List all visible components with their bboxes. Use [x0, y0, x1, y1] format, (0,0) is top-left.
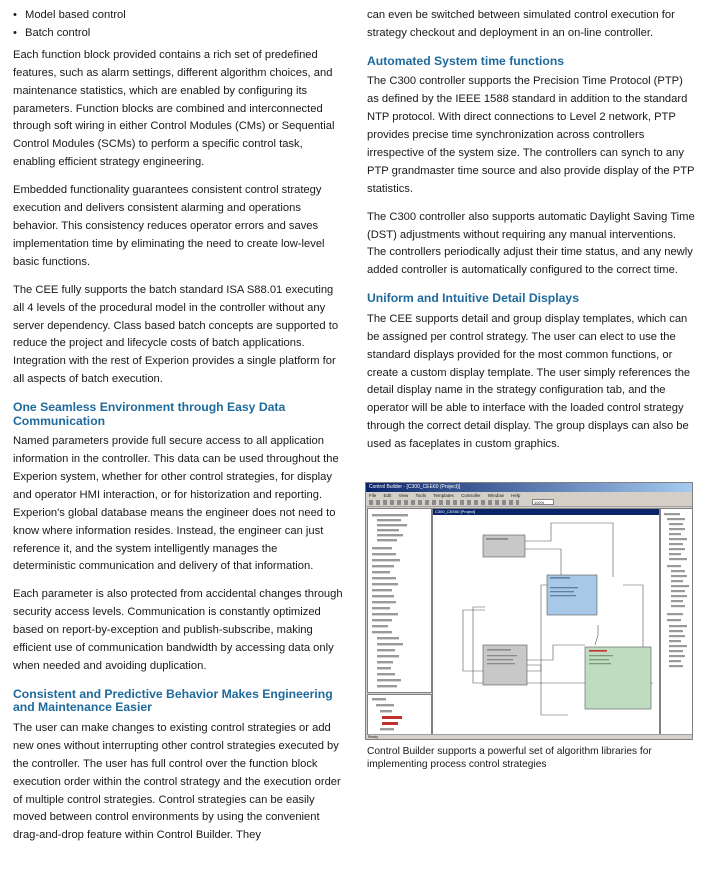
status-bar: Ready	[366, 734, 692, 739]
menu-templates[interactable]: Templates	[433, 493, 454, 498]
paragraph-ptp: The C300 controller supports the Precision Time Protocol (PTP) as defined by the IEEE 1588 standard in addition to the standard NTP protocol. With direct connections to Level 2 network, PTP provides precise time synchronization across controllers irrespective of the system size. The controllers can synch to any PTP grandmaster time source and also provide display of the PTP statistics.	[367, 75, 695, 195]
paragraph-dst: The C300 controller also supports automatic Daylight Saving Time (DST) adjustments without requiring any manual interventions. The controllers periodically adjust their time status, and any newly added controller is automatically configured to the correct time.	[367, 210, 695, 277]
figure-caption: Control Builder supports a powerful set of algorithm libraries for implementing process control strategies	[367, 746, 652, 770]
paragraph-user-changes: The user can make changes to existing control strategies or add new ones without interrupting other control strategies executed by the controller. The user has full control over the function block execution order within the control strategy and the execution order of multiple control strategies. Control strategies can be easily moved between control environments by using the convenient drag-and-drop feature within Control Builder. They	[13, 721, 341, 842]
control-builder-screenshot	[365, 482, 693, 740]
paragraph-display-templates: The CEE supports detail and group display templates, which can be assigned per control strategy. The user can elect to use the standard displays provided for the most common functions, or create a custom display template. The user simply references the detail display name in the strategy configuration tab, and the operator will be able to interface with the loaded control strategy through the correct detail display. The group displays can also be used as faceplates in custom graphics.	[367, 312, 691, 451]
heading-system-time: Automated System time functions	[367, 53, 565, 68]
library-tree-panel[interactable]	[660, 508, 693, 738]
heading-seamless-environment: One Seamless Environment through Easy Data Communication	[13, 400, 286, 428]
project-tree-panel[interactable]	[367, 508, 432, 693]
left-column	[13, 7, 343, 855]
menu-window[interactable]: Window	[487, 493, 504, 498]
bullet-batch-control: • Batch control	[13, 25, 343, 43]
chart-window[interactable]	[432, 508, 660, 738]
chart-window-titlebar: C300_CEE60 [Project]	[433, 509, 659, 515]
monitoring-tree	[368, 695, 431, 737]
heading-detail-displays: Uniform and Intuitive Detail Displays	[367, 291, 579, 306]
menu-help[interactable]: Help	[511, 493, 521, 498]
menu-controller[interactable]: Controller	[461, 493, 481, 498]
menu-view[interactable]: View	[398, 493, 409, 498]
paragraph-simulated-execution: can even be switched between simulated control execution for strategy checkout and deployment in an on-line controller.	[367, 9, 675, 39]
zoom-select[interactable]: 100%	[532, 499, 554, 505]
window-title: Control Builder - [C300_CEE60 (Project)]	[369, 484, 461, 490]
menu-file[interactable]: File	[369, 493, 377, 498]
project-tree	[368, 509, 431, 692]
heading-consistent-behavior: Consistent and Predictive Behavior Makes Engineering and Maintenance Easier	[13, 686, 333, 715]
menu-edit[interactable]: Edit	[383, 493, 392, 498]
window-titlebar	[366, 483, 692, 492]
paragraph-embedded-functionality: Embedded functionality guarantees consistent control strategy execution and delivers consistent alarming and operations behavior. This consistency reduces operator errors and saves implementation time by eliminating the need to create low-level basic functions.	[13, 184, 325, 268]
monitoring-tree-panel[interactable]	[367, 694, 432, 738]
paragraph-batch-standard: The CEE fully supports the batch standard ISA S88.01 executing all 4 levels of the procedural model in the controller without any server dependency. Class based batch concepts are supported to reduce the project and lifecycle costs of batch applications. Integration with the rest of Experion provides a single platform for all aspects of batch execution.	[13, 283, 339, 386]
menu-tools[interactable]: Tools	[415, 493, 427, 498]
paragraph-named-parameters: Named parameters provide full secure access to all application information in the controller. This data can be used throughout the Experion system, whether for other control strategies, for display and operator HMI interaction, or for historization and reporting. Experion's global database means the engineer does not need to know where information resides. Instead, the engineer can just reference it, and the system intelligently manages the deterministic communication and delivery of that information.	[13, 435, 339, 573]
bullet-list	[13, 7, 343, 43]
library-tree	[661, 509, 693, 737]
paragraph-function-blocks: Each function block provided contains a rich set of predefined features, such as alarm settings, different algorithm choices, and maintenance statistics, which are enabled by configuring its parameters. Function blocks are combined and interconnected through soft wiring in either Control Modules (CMs) or Sequential Control Modules (SCMs) to perform a specific control task, enabling efficient strategy engineering.	[13, 48, 335, 169]
menu-bar	[366, 492, 692, 499]
bullet-model-based-control: • Model based control	[13, 7, 343, 25]
paragraph-security-access: Each parameter is also protected from accidental changes through security access levels. Communication is constantly optimized based on report-by-exception and publish-subscribe, making efficient use of communication bandwidth by accessing data only when needed and avoiding duplication.	[13, 588, 343, 672]
right-column	[367, 7, 697, 464]
toolbar	[366, 499, 692, 507]
control-strategy-diagram	[433, 515, 659, 737]
function-block-gray-bottom	[483, 645, 527, 685]
